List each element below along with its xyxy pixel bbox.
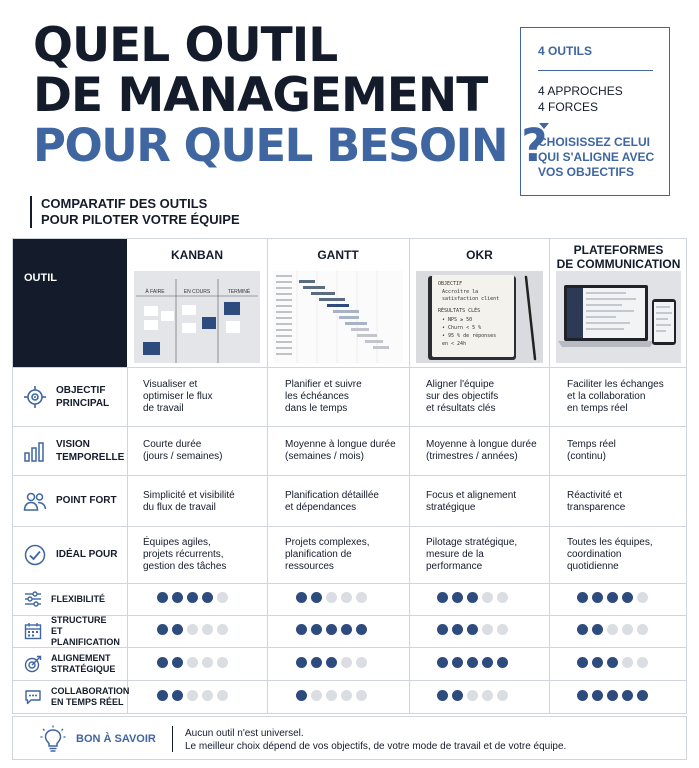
row-label-text: STRUCTURE ET PLANIFICATION xyxy=(51,614,120,647)
tip-box xyxy=(12,716,687,760)
row-label-objectif xyxy=(13,367,127,426)
column-gantt xyxy=(267,239,409,367)
rating-dot-filled xyxy=(437,624,448,635)
row-label-text: IDÉAL POUR xyxy=(56,549,118,560)
rating-dot-filled xyxy=(202,592,213,603)
corner-header: OUTIL xyxy=(13,239,127,367)
rating-dot-filled xyxy=(172,690,183,701)
team-icon xyxy=(23,489,47,513)
rating-dots xyxy=(157,592,228,603)
okr-objective-text-1: Accroître la xyxy=(442,289,479,295)
row-label-structure xyxy=(13,615,127,647)
row-label-text: VISION TEMPORELLE xyxy=(56,438,125,463)
rating-dot-empty xyxy=(341,592,352,603)
row-label-text: COLLABORATION EN TEMPS RÉEL xyxy=(51,686,130,707)
rating-dot-empty xyxy=(482,624,493,635)
rating-dot-filled xyxy=(592,690,603,701)
rating-dots xyxy=(437,624,508,635)
rating-dot-empty xyxy=(341,657,352,668)
rating-dot-empty xyxy=(217,690,228,701)
rating-dot-filled xyxy=(467,624,478,635)
rating-dot-empty xyxy=(622,657,633,668)
row-label-alignement xyxy=(13,647,127,680)
cell-gantt-point-fort: Planification détaillée et dépendances xyxy=(285,490,379,513)
rating-dots xyxy=(157,624,228,635)
rating-dot-filled xyxy=(187,592,198,603)
rating-dot-filled xyxy=(157,592,168,603)
subtitle-line-2: POUR PILOTER VOTRE ÉQUIPE xyxy=(41,212,240,227)
rating-dot-empty xyxy=(202,624,213,635)
okr-objective-label: OBJECTIF xyxy=(438,281,463,287)
cell-comm-objectif: Faciliter les échanges et la collaboration en temps réel xyxy=(567,379,664,414)
grid-line xyxy=(267,239,268,713)
rating-dot-filled xyxy=(607,690,618,701)
bar-chart-icon xyxy=(23,439,47,463)
rating-dot-filled xyxy=(437,657,448,668)
strengths-count: 4 FORCES xyxy=(538,100,599,114)
rating-dots xyxy=(577,657,648,668)
rating-dot-empty xyxy=(217,624,228,635)
rating-dots xyxy=(296,657,367,668)
cta-line-3: VOS OBJECTIFS xyxy=(538,165,635,179)
title-line-1: QUEL OUTIL xyxy=(33,18,338,73)
summary-box xyxy=(520,27,670,196)
column-title: PLATEFORMES DE COMMUNICATION xyxy=(556,243,681,271)
column-title: OKR xyxy=(466,248,493,262)
rating-dot-filled xyxy=(637,690,648,701)
okr-results-label: RÉSULTATS CLÉS xyxy=(438,308,481,314)
rating-dot-filled xyxy=(356,624,367,635)
cell-okr-point-fort: Focus et alignement stratégique xyxy=(426,490,517,513)
row-label-text: POINT FORT xyxy=(56,495,117,506)
rating-dot-empty xyxy=(187,657,198,668)
lightbulb-icon xyxy=(40,725,66,753)
rating-dot-filled xyxy=(592,657,603,668)
rating-dot-filled xyxy=(482,657,493,668)
kanban-board-image xyxy=(134,271,260,363)
chat-icon xyxy=(24,688,42,706)
rating-dot-filled xyxy=(467,657,478,668)
summary-divider xyxy=(538,70,653,71)
rating-dot-filled xyxy=(311,624,322,635)
cell-comm-vision: Temps réel (continu) xyxy=(567,439,616,462)
check-circle-icon xyxy=(23,543,47,567)
row-label-point-fort xyxy=(13,475,127,526)
rating-dot-empty xyxy=(497,690,508,701)
main-title xyxy=(33,18,546,172)
cell-kanban-vision: Courte durée (jours / semaines) xyxy=(143,439,223,462)
rating-dot-filled xyxy=(326,624,337,635)
rating-dot-filled xyxy=(452,690,463,701)
cell-gantt-objectif: Planifier et suivre les échéances dans le temps xyxy=(285,379,362,414)
cta-line-2: QUI S'ALIGNE AVEC xyxy=(538,150,655,164)
okr-kr-4: en < 24h xyxy=(442,341,467,347)
rating-dot-empty xyxy=(637,624,648,635)
rating-dot-filled xyxy=(296,657,307,668)
rating-dot-empty xyxy=(467,690,478,701)
rating-dot-filled xyxy=(577,592,588,603)
section-subtitle xyxy=(30,196,240,228)
rating-dot-filled xyxy=(607,592,618,603)
cta-line-1: CHOISISSEZ CELUI xyxy=(538,135,651,149)
rating-dot-filled xyxy=(577,657,588,668)
rating-dot-filled xyxy=(296,690,307,701)
rating-dot-filled xyxy=(592,624,603,635)
kanban-col-doing: EN COURS xyxy=(183,289,211,295)
rating-dots xyxy=(437,690,508,701)
rating-dot-empty xyxy=(326,690,337,701)
rating-dots xyxy=(296,624,367,635)
cell-kanban-point-fort: Simplicité et visibilité du flux de travail xyxy=(143,490,235,513)
rating-dot-filled xyxy=(622,690,633,701)
rating-dot-empty xyxy=(622,624,633,635)
rating-dots xyxy=(577,592,648,603)
rating-dots xyxy=(437,592,508,603)
rating-dot-empty xyxy=(187,690,198,701)
rating-dot-filled xyxy=(497,657,508,668)
grid-line xyxy=(549,239,550,713)
rating-dot-filled xyxy=(437,592,448,603)
rating-dot-empty xyxy=(217,592,228,603)
laptop-phone-image xyxy=(556,271,681,363)
rating-dot-empty xyxy=(637,657,648,668)
cell-comm-ideal: Toutes les équipes, coordination quotidienne xyxy=(567,537,653,572)
rating-dots xyxy=(157,657,228,668)
rating-dot-empty xyxy=(637,592,648,603)
rating-dots xyxy=(296,592,367,603)
calendar-icon xyxy=(24,622,42,640)
rating-dot-empty xyxy=(356,690,367,701)
row-label-text: OBJECTIF PRINCIPAL xyxy=(56,384,110,409)
rating-dot-filled xyxy=(172,592,183,603)
comparison-table xyxy=(12,238,687,714)
cell-kanban-ideal: Équipes agiles, projets récurrents, gestion des tâches xyxy=(143,537,227,572)
rating-dot-filled xyxy=(157,690,168,701)
cell-okr-ideal: Pilotage stratégique, mesure de la performance xyxy=(426,537,518,572)
rating-dot-filled xyxy=(467,592,478,603)
okr-notebook-image xyxy=(416,271,543,363)
sliders-icon xyxy=(24,590,42,608)
rating-dot-empty xyxy=(356,592,367,603)
rating-dot-empty xyxy=(217,657,228,668)
rating-dot-empty xyxy=(482,690,493,701)
tip-text xyxy=(185,727,566,753)
rating-dots xyxy=(296,690,367,701)
rating-dot-empty xyxy=(341,690,352,701)
rating-dot-empty xyxy=(311,690,322,701)
tip-line-2: Le meilleur choix dépend de vos objectifs, de votre mode de travail et de votre équipe. xyxy=(185,741,567,752)
rating-dot-filled xyxy=(452,624,463,635)
row-label-text: ALIGNEMENT STRATÉGIQUE xyxy=(51,652,116,674)
rating-dot-filled xyxy=(296,592,307,603)
rating-dot-filled xyxy=(326,657,337,668)
rating-dot-empty xyxy=(482,592,493,603)
rating-dot-empty xyxy=(187,624,198,635)
rating-dot-filled xyxy=(296,624,307,635)
okr-kr-1: • NPS ≥ 50 xyxy=(442,317,473,323)
rating-dot-empty xyxy=(356,657,367,668)
rating-dots xyxy=(577,624,648,635)
rating-dots xyxy=(157,690,228,701)
grid-line xyxy=(409,239,410,713)
rating-dot-filled xyxy=(577,690,588,701)
kanban-col-done: TERMINÉ xyxy=(227,289,251,295)
okr-kr-2: • Churn < 5 % xyxy=(442,325,482,331)
okr-kr-3: • 95 % de réponses xyxy=(442,333,497,339)
row-label-text: FLEXIBILITÉ xyxy=(51,593,105,604)
rating-dot-filled xyxy=(577,624,588,635)
rating-dot-filled xyxy=(172,657,183,668)
tools-count: 4 OUTILS xyxy=(538,44,593,58)
rating-dot-filled xyxy=(311,592,322,603)
rating-dot-empty xyxy=(202,657,213,668)
column-title: GANTT xyxy=(317,248,359,262)
rating-dot-empty xyxy=(607,624,618,635)
rating-dot-filled xyxy=(452,592,463,603)
column-okr xyxy=(410,239,549,367)
rating-dot-filled xyxy=(592,592,603,603)
rating-dot-filled xyxy=(622,592,633,603)
caret-down-icon xyxy=(539,123,549,129)
approaches-count: 4 APPROCHES xyxy=(538,84,623,98)
row-label-flexibilite xyxy=(13,583,127,615)
cell-kanban-objectif: Visualiser et optimiser le flux de travail xyxy=(143,379,213,414)
tip-label: BON À SAVOIR xyxy=(76,733,156,745)
column-title: KANBAN xyxy=(171,248,223,262)
rating-dot-empty xyxy=(497,624,508,635)
cell-okr-vision: Moyenne à longue durée (trimestres / années) xyxy=(426,439,537,462)
rating-dot-filled xyxy=(157,624,168,635)
rating-dot-filled xyxy=(172,624,183,635)
column-kanban xyxy=(128,239,266,367)
rating-dot-filled xyxy=(311,657,322,668)
gantt-chart-image xyxy=(273,271,403,363)
rating-dots xyxy=(577,690,648,701)
tip-separator xyxy=(172,726,173,752)
rating-dot-filled xyxy=(452,657,463,668)
target-arrow-icon xyxy=(24,655,42,673)
row-label-ideal xyxy=(13,526,127,583)
title-line-2: DE MANAGEMENT xyxy=(33,68,488,123)
cell-okr-objectif: Aligner l'équipe sur des objectifs et résultats clés xyxy=(426,379,499,414)
row-label-vision xyxy=(13,426,127,475)
column-communication xyxy=(550,239,687,367)
cell-gantt-vision: Moyenne à longue durée (semaines / mois) xyxy=(285,439,396,462)
rating-dot-empty xyxy=(497,592,508,603)
grid-line xyxy=(127,367,128,713)
kanban-col-todo: À FAIRE xyxy=(145,289,165,295)
rating-dot-empty xyxy=(202,690,213,701)
rating-dot-empty xyxy=(326,592,337,603)
subtitle-line-1: COMPARATIF DES OUTILS xyxy=(41,196,208,211)
rating-dot-filled xyxy=(607,657,618,668)
cell-comm-point-fort: Réactivité et transparence xyxy=(567,490,626,513)
rating-dot-filled xyxy=(341,624,352,635)
rating-dot-filled xyxy=(157,657,168,668)
tip-line-1: Aucun outil n'est universel. xyxy=(185,728,304,739)
okr-objective-text-2: satisfaction client xyxy=(442,296,500,302)
rating-dot-filled xyxy=(437,690,448,701)
rating-dots xyxy=(437,657,508,668)
title-line-3: POUR QUEL BESOIN ? xyxy=(33,119,546,172)
cell-gantt-ideal: Projets complexes, planification de ressources xyxy=(285,537,370,572)
target-icon xyxy=(23,385,47,409)
row-label-collaboration xyxy=(13,680,130,714)
